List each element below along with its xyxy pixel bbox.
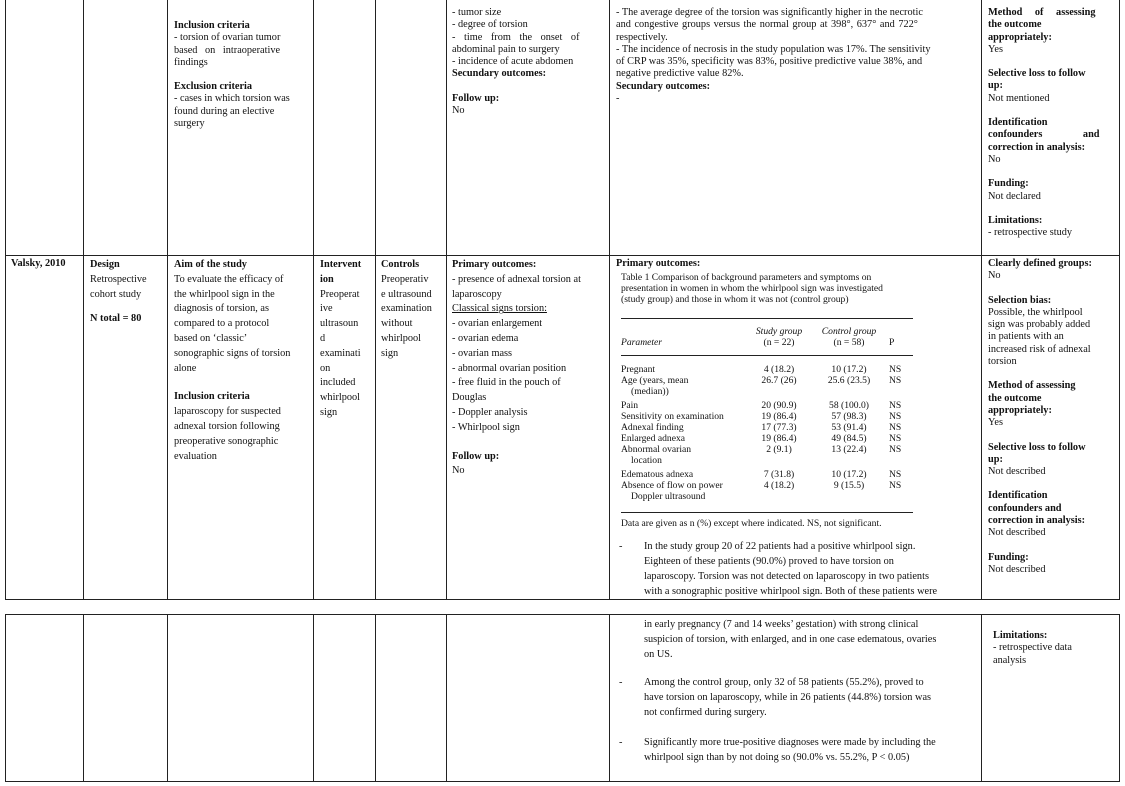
row-divider xyxy=(5,599,1120,600)
result-line: - The incidence of necrosis in the study population was 17%. The sensitivity xyxy=(616,43,931,55)
bullet-line: In the study group 20 of 22 patients had a positive whirlpool sign. xyxy=(644,541,916,552)
header-control-line: (n = 58) xyxy=(833,337,865,349)
method-heading: Method of assessing xyxy=(988,7,1096,18)
aim-line: sonographic signs of torsion xyxy=(174,347,291,359)
primary-outcomes-heading: Primary outcomes: xyxy=(452,259,537,270)
cell-p: NS xyxy=(889,480,902,491)
column-divider xyxy=(609,614,610,782)
bullet-line: Among the control group, only 32 of 58 patients (55.2%), proved to xyxy=(644,677,924,688)
column-divider xyxy=(83,0,84,599)
exclusion-line: surgery xyxy=(174,118,205,130)
followup-heading: Follow up: xyxy=(452,450,500,462)
identification-heading: confounders and xyxy=(988,129,1100,141)
classical-signs-heading: Classical signs torsion: xyxy=(452,303,547,315)
selective-heading: up: xyxy=(988,453,1003,465)
classical-sign: Douglas xyxy=(452,392,487,404)
column-divider xyxy=(981,614,982,782)
cell-study: 20 (90.9) xyxy=(761,400,797,411)
column-divider xyxy=(1119,614,1120,782)
cell-parameter xyxy=(621,480,741,502)
identification-heading: Identification xyxy=(988,490,1048,502)
bullet-line: have torsion on laparoscopy, while in 26 patients (44.8%) torsion was xyxy=(644,692,932,703)
outcome-line: - time from the onset of xyxy=(452,31,580,43)
caption-line: presentation in women in whom the whirlpool sign was investigated xyxy=(621,283,883,295)
cell-p: NS xyxy=(889,411,902,422)
aim-line: based on ‘classic’ xyxy=(174,332,248,344)
bullet-text xyxy=(644,539,964,599)
column-divider xyxy=(609,0,610,599)
secondary-outcomes-heading: Secundary outcomes: xyxy=(452,68,547,80)
cell-control: 9 (15.5) xyxy=(833,480,865,491)
cell-study: 2 (9.1) xyxy=(766,444,792,455)
design-heading: Design xyxy=(90,259,120,270)
classical-sign: - Whirlpool sign xyxy=(452,421,520,433)
column-divider xyxy=(981,0,982,599)
table-note: Data are given as n (%) except where indicated. NS, not significant. xyxy=(621,518,882,529)
cell-control: 53 (91.4) xyxy=(831,422,867,433)
limitations-line: - retrospective data xyxy=(993,642,1072,654)
bullet-line: laparoscopy. Torsion was not detected on laparoscopy in two patients xyxy=(644,571,929,582)
cell-study: 19 (86.4) xyxy=(761,433,797,444)
header-control xyxy=(817,326,881,348)
limitations-line: analysis xyxy=(993,654,1027,666)
intervention-line: ive xyxy=(320,303,333,315)
classical-sign: - ovarian mass xyxy=(452,347,513,359)
identification-heading: correction in analysis: xyxy=(988,141,1086,153)
cell-control: 49 (84.5) xyxy=(831,433,867,444)
selection-bias-line: increased risk of adnexal xyxy=(988,343,1091,355)
aim-line: compared to a protocol xyxy=(174,318,270,330)
embedded-table xyxy=(621,272,921,542)
identification-heading: Identification xyxy=(988,117,1048,129)
limitations-heading: Limitations: xyxy=(993,630,1048,641)
cell-parameter xyxy=(621,444,741,466)
design-line: Retrospective xyxy=(90,273,147,285)
bullet-line: in early pregnancy (7 and 14 weeks’ gestation) with strong clinical xyxy=(644,619,919,630)
cell-parameter-line: Absence of flow on power xyxy=(621,480,723,491)
row1-aim-cell xyxy=(174,20,308,130)
intervention-cell xyxy=(320,258,374,421)
classical-sign: - ovarian edema xyxy=(452,332,519,344)
cell-control: 10 (17.2) xyxy=(831,364,867,375)
column-divider xyxy=(446,614,447,782)
column-divider xyxy=(167,614,168,782)
cell-study: 7 (31.8) xyxy=(763,469,795,480)
column-divider xyxy=(83,614,84,782)
bullet-line: suspicion of torsion, with enlarged, and in one case edematous, ovaries xyxy=(644,634,937,645)
cell-control: 57 (98.3) xyxy=(831,411,867,422)
intervention-line: on xyxy=(320,362,331,374)
intervention-line: examinati xyxy=(320,347,361,359)
column-divider xyxy=(313,614,314,782)
secondary-outcomes-value: - xyxy=(616,93,620,105)
defined-groups-value: No xyxy=(988,270,1001,282)
row3-quality-cell xyxy=(993,630,1113,667)
controls-heading: Controls xyxy=(381,259,420,270)
selective-heading: up: xyxy=(988,80,1003,92)
funding-heading: Funding: xyxy=(988,551,1029,563)
row-divider xyxy=(5,255,1120,256)
followup-value: No xyxy=(452,465,465,477)
cell-p: NS xyxy=(889,433,902,444)
column-divider xyxy=(446,0,447,599)
bullet-line: Significantly more true-positive diagnoses were made by including the xyxy=(644,737,936,748)
row-divider xyxy=(5,614,1120,615)
bullet-line: on US. xyxy=(644,649,673,660)
classical-sign: - ovarian enlargement xyxy=(452,318,543,330)
bullet-text xyxy=(644,675,964,720)
exclusion-line: - cases in which torsion was xyxy=(174,93,290,105)
selective-heading: Selective loss to follow xyxy=(988,441,1086,453)
cell-parameter-line: Doppler ultrasound xyxy=(631,491,706,503)
cell-parameter-line: Age (years, mean xyxy=(621,375,689,386)
outcome-line: abdominal pain to surgery xyxy=(452,43,560,55)
selection-bias-line: torsion xyxy=(988,356,1017,368)
method-value: Yes xyxy=(988,417,1003,429)
outcome-line: - incidence of acute abdomen xyxy=(452,56,574,68)
controls-line: Preoperativ xyxy=(381,273,429,285)
inclusion-line: findings xyxy=(174,56,208,68)
funding-heading: Funding: xyxy=(988,178,1029,190)
cell-parameter-line: (median)) xyxy=(631,386,669,398)
intervention-line: Preoperat xyxy=(320,288,360,300)
aim-line: To evaluate the efficacy of xyxy=(174,273,284,285)
cell-study: 4 (18.2) xyxy=(763,364,795,375)
classical-sign: - abnormal ovarian position xyxy=(452,362,567,374)
funding-value: Not declared xyxy=(988,190,1041,202)
column-divider xyxy=(1119,0,1120,599)
cell-p: NS xyxy=(889,422,902,433)
cell-parameter: Enlarged adnexa xyxy=(621,433,686,444)
row1-quality-cell xyxy=(988,7,1114,239)
cell-p: NS xyxy=(889,444,902,455)
controls-line: whirlpool xyxy=(381,332,422,344)
intervention-heading: Intervent xyxy=(320,259,362,270)
aim-heading: Aim of the study xyxy=(174,259,247,270)
header-study xyxy=(749,326,809,348)
column-divider xyxy=(167,0,168,599)
intervention-line: sign xyxy=(320,406,338,418)
cell-control: 10 (17.2) xyxy=(831,469,867,480)
header-study-line: Study group xyxy=(755,326,803,337)
identification-heading: confounders and xyxy=(988,502,1062,514)
defined-groups-heading: Clearly defined groups: xyxy=(988,258,1092,269)
header-control-line: Control group xyxy=(821,326,877,337)
table-rule xyxy=(621,318,913,319)
intervention-line: whirlpool xyxy=(320,392,361,404)
row1-results-cell xyxy=(616,7,974,105)
cell-parameter: Pain xyxy=(621,400,639,411)
controls-line: examination xyxy=(381,303,432,315)
inclusion-line: based on intraoperative xyxy=(174,44,281,56)
caption-line: (study group) and those in whom it was not (control group) xyxy=(621,294,849,306)
cell-study: 19 (86.4) xyxy=(761,411,797,422)
limitations-value: - retrospective study xyxy=(988,227,1073,239)
study-name: Valsky, 2010 xyxy=(11,258,66,269)
row1-outcomes-cell xyxy=(452,7,604,117)
exclusion-line: found during an elective xyxy=(174,105,275,117)
inclusion-heading: Inclusion criteria xyxy=(174,20,250,31)
method-heading: the outcome xyxy=(988,392,1042,404)
funding-value: Not described xyxy=(988,563,1046,575)
result-bullet xyxy=(619,539,969,599)
cell-study: 17 (77.3) xyxy=(761,422,797,433)
controls-line: without xyxy=(381,318,413,330)
column-divider xyxy=(5,0,6,599)
table-caption xyxy=(621,272,921,306)
selective-heading: Selective loss to follow xyxy=(988,68,1086,80)
cell-parameter: Adnexal finding xyxy=(621,422,684,433)
cell-parameter-line: Abnormal ovarian xyxy=(621,444,692,455)
column-divider xyxy=(375,0,376,599)
bullet-text xyxy=(644,617,964,662)
n-total: N total = 80 xyxy=(90,313,142,325)
intervention-line: included xyxy=(320,377,356,389)
controls-line: e ultrasound xyxy=(381,288,432,300)
table-rule xyxy=(621,355,913,356)
cell-study: 26.7 (26) xyxy=(761,375,797,386)
followup-value: No xyxy=(452,105,465,117)
selection-bias-line: in patients with an xyxy=(988,331,1064,343)
results-heading: Primary outcomes: xyxy=(616,258,701,269)
bullet-line: with a sonographic positive whirlpool sign. Both of these patients were xyxy=(644,586,938,597)
result-bullet xyxy=(619,735,969,767)
secondary-outcomes-heading: Secundary outcomes: xyxy=(616,80,711,92)
inclusion-line: - torsion of ovarian tumor xyxy=(174,32,281,44)
table-rule xyxy=(621,512,913,513)
outcomes-cell xyxy=(452,258,608,479)
row-divider xyxy=(5,781,1120,782)
result-line: - The average degree of the torsion was significantly higher in the necrotic xyxy=(616,7,923,18)
aim-line: diagnosis of torsion, as xyxy=(174,303,269,315)
followup-heading: Follow up: xyxy=(452,92,500,104)
header-parameter: Parameter xyxy=(621,337,663,348)
intervention-line: ultrasoun xyxy=(320,318,359,330)
cell-study: 4 (18.2) xyxy=(763,480,795,491)
method-heading: the outcome xyxy=(988,19,1042,31)
caption-line: Table 1 Comparison of background parameters and symptoms on xyxy=(621,272,872,283)
outcome-line: - tumor size xyxy=(452,7,502,18)
bullet-line: whirlpool sign than by not doing so (90.0% vs. 55.2%, P < 0.05) xyxy=(644,752,910,763)
continuation-text xyxy=(619,617,969,663)
bullet-dash: - xyxy=(619,737,623,748)
method-heading: appropriately: xyxy=(988,404,1052,416)
bullet-text xyxy=(644,735,964,765)
selective-value: Not described xyxy=(988,466,1046,478)
selection-bias-heading: Selection bias: xyxy=(988,294,1052,306)
controls-line: sign xyxy=(381,347,399,359)
exclusion-heading: Exclusion criteria xyxy=(174,81,253,93)
result-bullet xyxy=(619,675,969,721)
cell-parameter: Edematous adnexa xyxy=(621,469,694,480)
column-divider xyxy=(313,0,314,599)
column-divider xyxy=(375,614,376,782)
result-line: of CRP was 35%, specificity was 83%, positive predictive value 38%, and xyxy=(616,56,923,68)
outcome-line: - degree of torsion xyxy=(452,19,528,31)
row2-quality-cell xyxy=(988,258,1116,576)
design-cell xyxy=(90,258,166,327)
aim-line: the whirlpool sign in the xyxy=(174,288,275,300)
result-line: negative predictive value 82%. xyxy=(616,68,744,80)
cell-p: NS xyxy=(889,400,902,411)
result-line: and congestive groups versus the normal group at 398°, 637° and 722° xyxy=(616,19,918,31)
cell-control: 13 (22.4) xyxy=(831,444,867,455)
inclusion-line: evaluation xyxy=(174,450,217,462)
cell-p: NS xyxy=(889,364,902,375)
bullet-dash: - xyxy=(619,541,623,552)
bullet-dash: - xyxy=(619,677,623,688)
inclusion-line: laparoscopy for suspected xyxy=(174,406,281,418)
header-study-line: (n = 22) xyxy=(763,337,795,349)
limitations-heading: Limitations: xyxy=(988,214,1043,226)
method-heading: appropriately: xyxy=(988,31,1052,43)
result-line: respectively. xyxy=(616,31,668,43)
cell-parameter-line: location xyxy=(631,455,662,467)
column-divider xyxy=(5,614,6,782)
inclusion-heading: Inclusion criteria xyxy=(174,391,250,403)
method-value: Yes xyxy=(988,43,1003,55)
selection-bias-line: sign was probably added xyxy=(988,319,1091,331)
cell-p: NS xyxy=(889,469,902,480)
controls-cell xyxy=(381,258,445,362)
outcome-line: - presence of adnexal torsion at xyxy=(452,273,581,285)
cell-control: 58 (100.0) xyxy=(829,400,869,411)
cell-p: NS xyxy=(889,375,902,386)
bullet-line: not confirmed during surgery. xyxy=(644,707,767,718)
inclusion-line: adnexal torsion following xyxy=(174,420,280,432)
intervention-heading: ion xyxy=(320,273,334,285)
aim-line: alone xyxy=(174,362,197,374)
design-line: cohort study xyxy=(90,288,142,300)
cell-parameter: Pregnant xyxy=(621,364,656,375)
bullet-line: Eighteen of these patients (90.0%) proved to have torsion on xyxy=(644,556,894,567)
outcome-line: laparoscopy xyxy=(452,288,502,300)
identification-value: Not described xyxy=(988,527,1046,539)
cell-parameter xyxy=(621,375,741,397)
inclusion-line: preoperative sonographic xyxy=(174,435,279,447)
classical-sign: - Doppler analysis xyxy=(452,406,528,418)
identification-heading: correction in analysis: xyxy=(988,515,1086,527)
selective-value: Not mentioned xyxy=(988,92,1050,104)
classical-sign: - free fluid in the pouch of xyxy=(452,377,561,389)
aim-cell xyxy=(174,258,312,464)
selection-bias-line: Possible, the whirlpool xyxy=(988,306,1083,318)
intervention-line: d xyxy=(320,332,326,344)
header-p: P xyxy=(889,337,895,348)
cell-parameter: Sensitivity on examination xyxy=(621,411,724,422)
cell-control: 25.6 (23.5) xyxy=(827,375,871,386)
identification-value: No xyxy=(988,153,1001,165)
method-heading: Method of assessing xyxy=(988,380,1076,392)
